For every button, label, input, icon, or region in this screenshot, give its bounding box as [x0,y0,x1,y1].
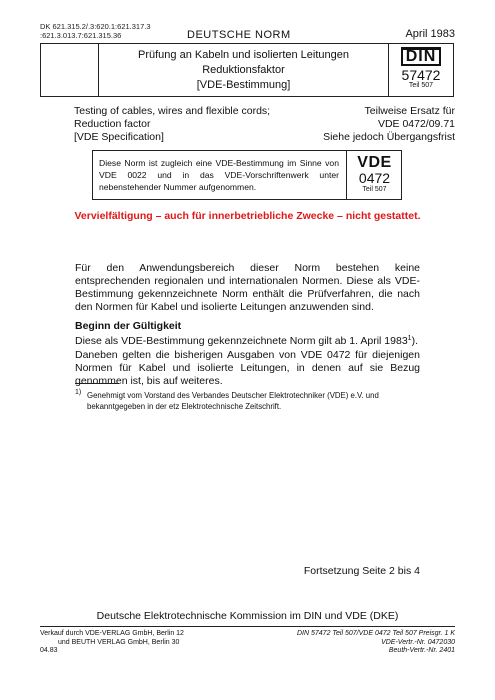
sales-line-2: und BEUTH VERLAG GmbH, Berlin 30 [58,638,180,646]
footnote-text: Genehmigt vom Vorstand des Verbandes Deutscher Elektrotechniker (VDE) e.V. und bekanntgegeben in der etz Elektrotechnische Zeitschrift. [87,391,379,411]
vde-part: Teil 507 [362,186,387,193]
order-line-1: DIN 57472 Teil 507/VDE 0472 Teil 507 Preisgr. 1 K [297,630,455,637]
sales-line-1: Verkauf durch VDE-VERLAG GmbH, Berlin 12 [40,630,184,637]
copy-warning: Vervielfältigung – auch für innerbetriebliche Zwecke – nicht gestattet. [74,210,421,222]
title-header-box [40,43,454,97]
replacement-line-1: Teilweise Ersatz für [364,105,455,117]
classification-line-1: DK 621.315.2/.3:620.1:621.317.3 [40,22,151,31]
din-number-block [389,44,453,96]
validity-text-end: ). [411,335,418,347]
commission-name: Deutsche Elektrotechnische Kommission im DIN und VDE (DKE) [96,610,399,622]
vde-mark-block [346,151,402,199]
sales-info [40,630,184,656]
english-title-line-1: Testing of cables, wires and flexible cords; [74,105,271,117]
english-title-line-2: Reduction factor [74,118,151,130]
continuation-note: Fortsetzung Seite 2 bis 4 [303,565,420,577]
din-number: 57472 [401,67,441,83]
standard-type: DEUTSCHE NORM [187,29,291,41]
order-line-3: Beuth-Vertr.-Nr. 2401 [388,647,455,654]
english-title-line-3: [VDE Specification] [74,131,164,143]
print-code: 04.83 [40,647,58,654]
header-empty-cell [41,44,99,96]
footnote-divider [75,383,119,384]
order-info [297,630,455,656]
validity-text: Diese als VDE-Bestimmung gekennzeichnete Norm gilt ab 1. April 1983 [75,335,408,347]
classification-line-2: :621.3.013.7:621.315.36 [40,31,122,40]
scope-paragraph: Für den Anwendungsbereich dieser Norm bestehen keine entsprechenden regionalen und internationalen Normen. Diese als VDE-Bestimmung gekennzeichnete Norm enthält die Prüfverfahren, die nach den Normen für Kabel und isolierte Leitungen anzuwenden sind. [75,262,420,313]
english-title [74,105,270,144]
classification-code [40,22,151,40]
german-title-line-2: Reduktionsfaktor [202,64,285,76]
footer-divider [40,626,455,627]
order-line-2: VDE-Vertr.-Nr. 0472030 [381,638,455,646]
german-title-line-1: Prüfung an Kabeln und isolierten Leitungen [138,49,349,61]
vde-notice-box [92,150,402,200]
replacement-line-3: Siehe jedoch Übergangsfrist [323,131,455,143]
din-part: Teil 507 [408,82,434,89]
vde-number: 0472 [358,170,391,186]
validity-heading: Beginn der Gültigkeit [75,320,182,332]
replacement-note [323,105,455,144]
din-logo: DIN [401,47,442,66]
vde-mark: VDE [357,154,392,171]
validity-paragraph [75,335,420,348]
footnote-mark: 1) [75,389,82,396]
issue-date: April 1983 [405,28,455,40]
footnote-reference: 1 [407,335,412,342]
vde-notice-text: Diese Norm ist zugleich eine VDE-Bestimmung im Sinne von VDE 0022 und in das VDE-Vorschriftenwerk unter nebenstehender Nummer aufgenommen. [99,158,339,192]
german-title-line-3: [VDE-Bestimmung] [196,79,291,91]
german-title [99,44,389,96]
replacement-line-2: VDE 0472/09.71 [377,118,455,130]
previous-editions-paragraph: Daneben gelten die bisherigen Ausgaben von VDE 0472 für diejenigen Normen für Kabel und isolierte Leitungen, in denen auf sie Bezug genommen ist, bis auf weiteres. [75,349,420,387]
